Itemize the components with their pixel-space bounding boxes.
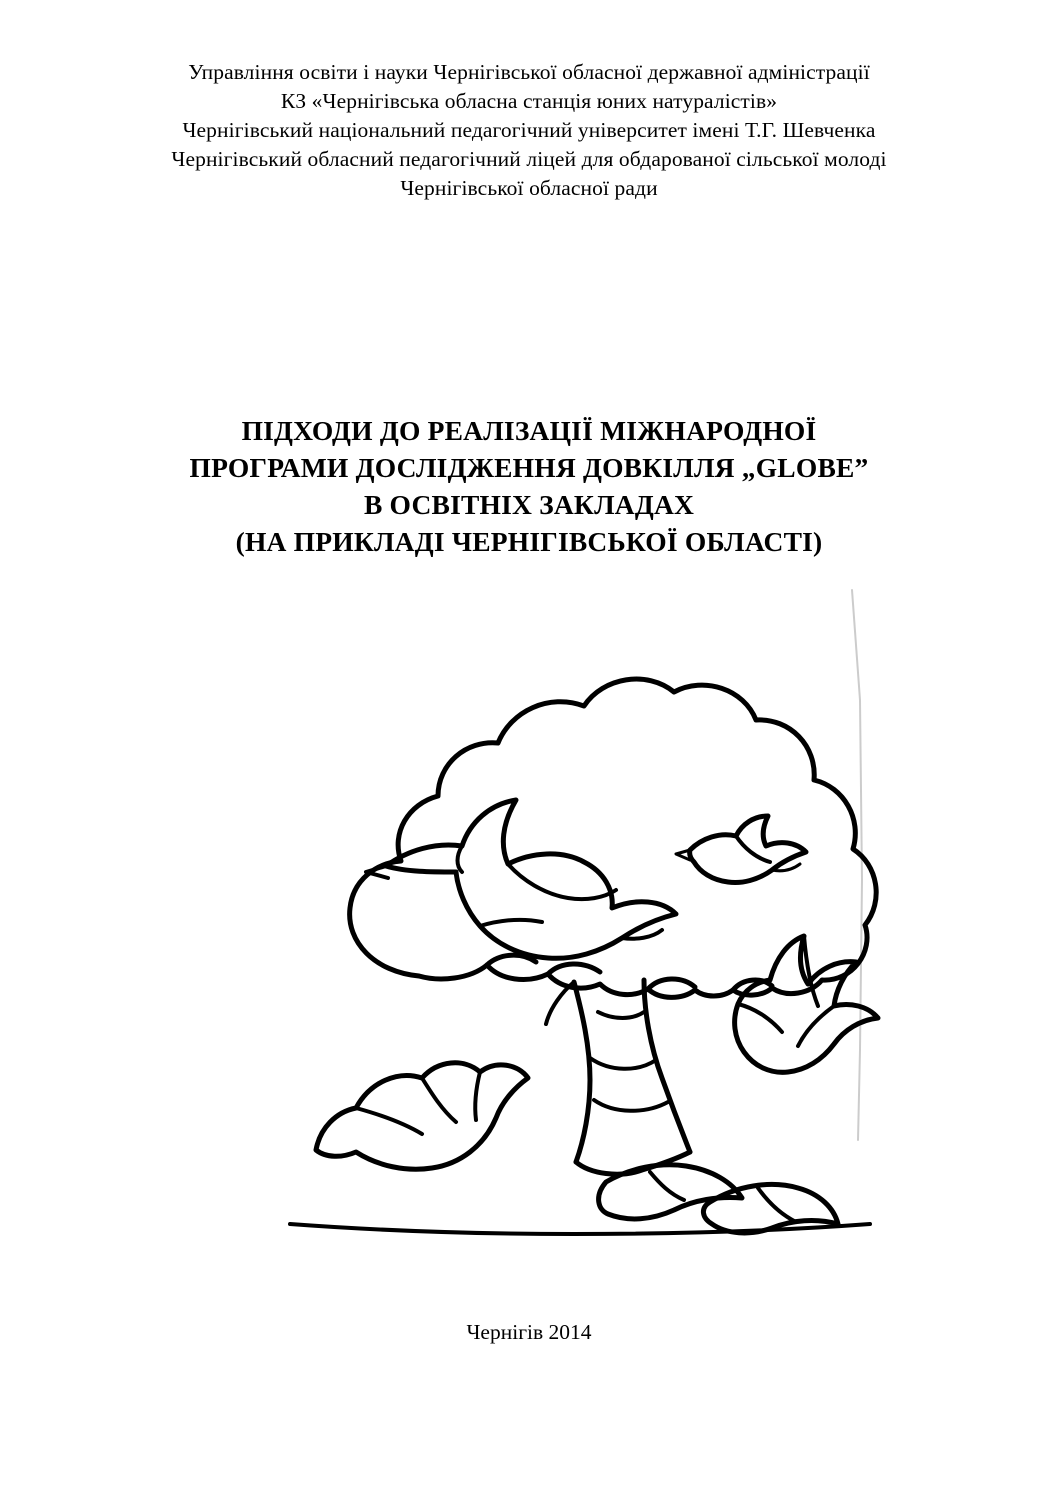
- page-title: [0, 412, 1058, 560]
- affiliation-line-3: Чернігівський національний педагогічний університет імені Т.Г. Шевченка: [182, 118, 876, 142]
- title-line-2: ПРОГРАМИ ДОСЛІДЖЕННЯ ДОВКІЛЛЯ „GLOBE”: [189, 452, 869, 483]
- title-line-1: ПІДХОДИ ДО РЕАЛІЗАЦІЇ МІЖНАРОДНОЇ: [241, 415, 817, 446]
- affiliation-block: [0, 58, 1058, 203]
- affiliation-line-2: КЗ «Чернігівська обласна станція юних натуралістів»: [280, 89, 778, 113]
- tree-with-birds-icon: [170, 580, 890, 1240]
- imprint-line: Чернігів 2014: [466, 1320, 592, 1344]
- title-line-3: В ОСВІТНІХ ЗАКЛАДАХ: [363, 489, 695, 520]
- title-line-4: (НА ПРИКЛАДІ ЧЕРНІГІВСЬКОЇ ОБЛАСТІ): [235, 526, 823, 557]
- affiliation-line-5: Чернігівської обласної ради: [400, 176, 658, 200]
- affiliation-line-4: Чернігівський обласний педагогічний ліцей для обдарованої сільської молоді: [171, 147, 887, 171]
- affiliation-line-1: Управління освіти і науки Чернігівської обласної державної адміністрації: [188, 60, 870, 84]
